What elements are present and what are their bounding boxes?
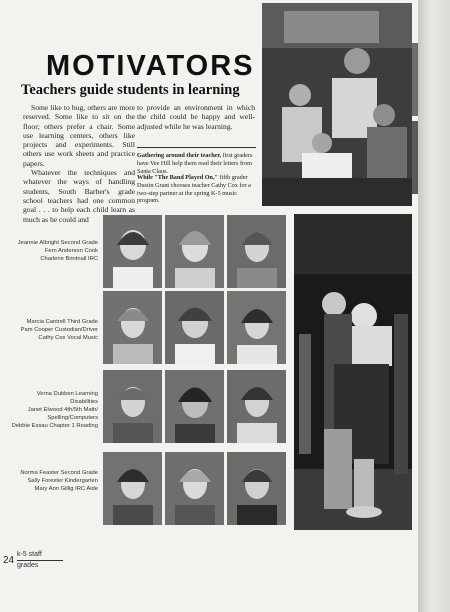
name-line: Pam Cooper Custodian/Driver — [20, 327, 98, 333]
staff-portrait — [227, 370, 286, 443]
page-title: MOTIVATORS — [46, 50, 255, 82]
body-paragraph: Some like to hug, others are more reserved. Some like to sit on the floor; others prefer a chair. Some use learning centers, others like projects and experiments. Still others use work sheets and practice papers. — [23, 103, 135, 168]
body-column-2 — [137, 103, 255, 131]
name-line: Jeannie Albright Second Grade — [17, 240, 98, 246]
staff-portrait — [165, 452, 224, 525]
classroom-photo — [262, 3, 412, 206]
section-label: k-5 staff — [17, 551, 42, 558]
staff-portrait — [165, 291, 224, 364]
name-line: Mary Ann Gillig IRC Aide — [34, 486, 98, 492]
row-label — [2, 469, 98, 493]
name-line: Charlene Brintnall IRC — [40, 256, 98, 262]
staff-portrait — [227, 215, 286, 288]
page-subtitle: Teachers guide students in learning — [21, 82, 240, 98]
subsection-label: grades — [17, 562, 39, 569]
name-line: Spelling/Computers — [47, 415, 98, 421]
caption-lead: Gathering around their teacher, — [137, 152, 222, 159]
page-number: 24 — [3, 555, 15, 566]
staff-portrait — [103, 370, 162, 443]
name-line: Janet Elwood 4th/5th Math/ — [27, 407, 98, 413]
row-label — [2, 239, 98, 263]
staff-portrait — [103, 291, 162, 364]
footer-divider — [17, 560, 63, 561]
staff-portrait — [227, 291, 286, 364]
body-paragraph: to provide an environment in which the child could be happy and well-adjusted while he was learning. — [137, 103, 255, 131]
caption-divider — [137, 147, 256, 148]
body-column-1 — [23, 103, 135, 224]
row-label — [2, 318, 98, 342]
page-gutter — [418, 0, 450, 612]
staff-portrait — [103, 452, 162, 525]
name-line: Cathy Cox Vocal Music — [38, 335, 98, 341]
caption-text: first graders have Vee Hill help them read their letters from Santa Claus. — [137, 152, 253, 175]
name-line: Disabilities — [70, 399, 98, 405]
staff-portrait — [165, 215, 224, 288]
staff-portrait — [103, 215, 162, 288]
band-program-photo — [294, 214, 412, 530]
caption-text: fifth grader Dustin Grant chooses teacher Cathy Cox for a two-step partner at the spring K-5 music program. — [137, 174, 251, 205]
photo-caption-band — [137, 174, 257, 205]
row-label — [2, 390, 98, 430]
staff-portrait — [165, 370, 224, 443]
name-line: Norma Feaster Second Grade — [20, 470, 98, 476]
name-line: Marcia Cantrell Third Grade — [26, 319, 98, 325]
body-paragraph: Whatever the techniques and whatever the ways of handling students, South Barber's grade school teachers had one common goal . . . to help each child learn as much as he could and — [23, 168, 135, 224]
name-line: Fern Anderson Cook — [44, 248, 98, 254]
caption-lead: While "The Band Played On," — [137, 174, 218, 181]
photo-caption-santa — [137, 152, 257, 175]
name-line: Sally Forester Kindergarten — [27, 478, 98, 484]
name-line: Verna Dubben Learning — [36, 391, 98, 397]
staff-portrait — [227, 452, 286, 525]
name-line: Debbie Essau Chapter 1 Reading — [11, 423, 98, 429]
